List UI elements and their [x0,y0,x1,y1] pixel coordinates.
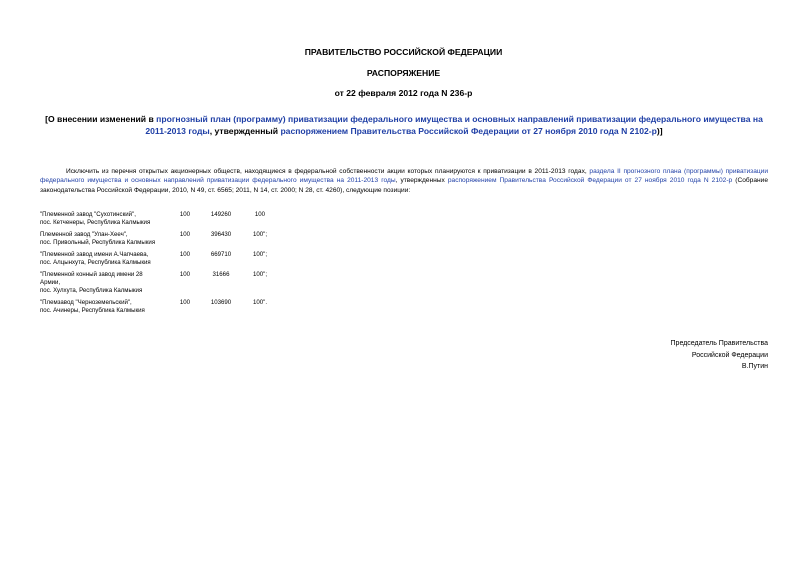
company-name-cell: "Племенной завод имени А.Чапчаева, пос. Алцынхута, Республика Калмыкия [40,251,151,266]
value-a-cell: 100 [179,251,191,258]
value-b-cell: 669710 [210,251,232,258]
signature-title: Председатель Правительства [670,340,768,347]
table-row [40,271,280,299]
body-paragraph [40,167,768,195]
date-number-heading: от 22 февраля 2012 года N 236-р [334,88,473,98]
document-title [40,114,768,137]
value-b-cell: 31666 [212,271,230,278]
doc-type-heading: РАСПОРЯЖЕНИЕ [366,68,441,78]
body-link-order-2102[interactable]: распоряжением Правительства Российской Федерации от 27 ноября 2010 года N 2102-р [447,177,733,185]
table-row [40,299,280,319]
title-text-2: , утвержденный [209,125,281,136]
org-heading: ПРАВИТЕЛЬСТВО РОССИЙСКОЙ ФЕДЕРАЦИИ [304,47,503,57]
value-c-cell: 100"; [252,251,268,258]
value-c-cell: 100"; [252,271,268,278]
signature-name: В.Путин [741,363,768,370]
value-b-cell: 396430 [210,231,232,238]
positions-table [40,211,280,319]
title-link-privatization-plan[interactable]: прогнозный план (программу) приватизации федерального имущества и основных направлений приватизации федерального имущества на 2011-2013 годы [145,114,763,136]
table-row [40,251,280,271]
value-c-cell: 100 [254,211,266,218]
title-text-3: )] [656,125,663,136]
value-a-cell: 100 [179,211,191,218]
title-link-order-2102[interactable]: распоряжением Правительства Российской Федерации от 27 ноября 2010 года N 2102-р [280,125,657,136]
value-a-cell: 100 [179,299,191,306]
signature-block [560,338,768,373]
body-text-3: (Собрание законодательства Российской Федерации, 2010, N 49, ст. 6565; 2011, N 14, ст. 2000; N 28, ст. 4260), следующие позиции: [40,177,769,194]
signature-country: Российской Федерации [691,351,768,359]
body-text-1: Исключить из перечня открытых акционерных обществ, находящиеся в федеральной собственности акции которых планируются к приватизации в 2011-2013 годах, [66,168,590,175]
body-link-section-2[interactable]: раздела II прогнозного плана (программы) приватизации федерального имущества и основных направлений приватизации федерального имущества на 2011-2013 годы [40,168,769,185]
value-c-cell: 100". [252,299,268,306]
value-b-cell: 149260 [210,211,232,218]
title-text-1: [О внесении изменений в [45,114,157,124]
value-c-cell: 100"; [252,231,268,238]
value-a-cell: 100 [179,231,191,238]
value-b-cell: 103690 [210,299,232,306]
company-name-cell: "Племенной конный завод имени 28 Армии, пос. Хулхута, Республика Калмыкия [40,271,143,294]
table-row [40,211,280,231]
company-name-cell: Племенной завод "Улан-Хееч", пос. Привольный, Республика Калмыкия [40,231,156,246]
company-name-cell: "Племзавод "Черноземельский", пос. Ачинеры, Республика Калмыкия [40,299,145,314]
value-a-cell: 100 [179,271,191,278]
company-name-cell: "Племенной завод "Сухотинский", пос. Кетченеры, Республика Калмыкия [40,211,151,226]
body-text-2: , утвержденных [395,177,448,185]
table-row [40,231,280,251]
